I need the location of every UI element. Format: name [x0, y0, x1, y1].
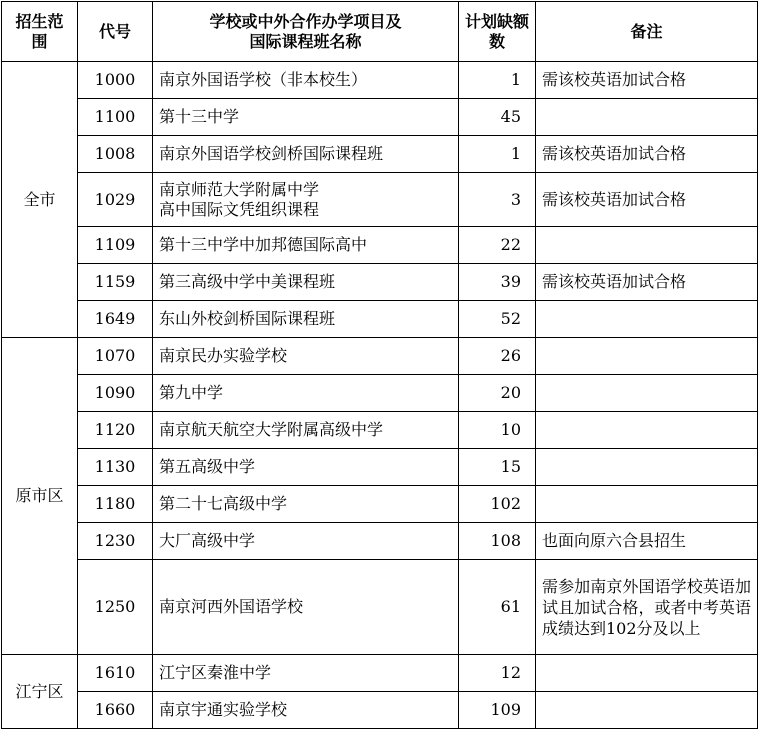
- table-row: [2, 301, 758, 338]
- code-cell: 1090: [78, 375, 153, 412]
- name-cell: 第三高级中学中美课程班: [153, 264, 459, 301]
- quota-cell: 45: [459, 99, 536, 136]
- note-cell: [536, 655, 758, 692]
- quota-cell: 10: [459, 412, 536, 449]
- range-cell-jiangning: 江宁区: [2, 655, 78, 729]
- note-cell: 需该校英语加试合格: [536, 264, 758, 301]
- quota-cell: 15: [459, 449, 536, 486]
- table-row: [2, 449, 758, 486]
- quota-cell: 108: [459, 523, 536, 560]
- note-cell: [536, 301, 758, 338]
- table-row: [2, 173, 758, 227]
- name-cell: 南京民办实验学校: [153, 338, 459, 375]
- table-row: [2, 375, 758, 412]
- name-cell: 第十三中学中加邦德国际高中: [153, 227, 459, 264]
- name-cell: 第五高级中学: [153, 449, 459, 486]
- name-line: 南京师范大学附属中学: [159, 179, 320, 199]
- quota-cell: 1: [459, 62, 536, 99]
- name-cell: 第二十七高级中学: [153, 486, 459, 523]
- note-cell: [536, 449, 758, 486]
- note-cell: 需该校英语加试合格: [536, 62, 758, 99]
- table-row: [2, 136, 758, 173]
- code-cell: 1100: [78, 99, 153, 136]
- header-code: 代号: [78, 2, 153, 62]
- table-row: [2, 99, 758, 136]
- header-quota: 计划缺额数: [459, 2, 536, 62]
- header-name: 学校或中外合作办学项目及国际课程班名称: [153, 2, 459, 62]
- name-cell: 东山外校剑桥国际课程班: [153, 301, 459, 338]
- note-cell: 需参加南京外国语学校英语加试且加试合格，或者中考英语成绩达到102分及以上: [536, 560, 758, 655]
- quota-cell: 12: [459, 655, 536, 692]
- note-cell: [536, 692, 758, 729]
- code-cell: 1610: [78, 655, 153, 692]
- note-cell: [536, 227, 758, 264]
- note-cell: [536, 338, 758, 375]
- table-row: [2, 264, 758, 301]
- note-cell: 也面向原六合县招生: [536, 523, 758, 560]
- code-cell: 1660: [78, 692, 153, 729]
- code-cell: 1159: [78, 264, 153, 301]
- quota-cell: 3: [459, 173, 536, 227]
- table-row: [2, 655, 758, 692]
- quota-cell: 39: [459, 264, 536, 301]
- name-cell: 南京航天航空大学附属高级中学: [153, 412, 459, 449]
- name-cell: 大厂高级中学: [153, 523, 459, 560]
- code-cell: 1029: [78, 173, 153, 227]
- note-cell: 需该校英语加试合格: [536, 173, 758, 227]
- table-row: [2, 692, 758, 729]
- table-row: [2, 560, 758, 655]
- table-row: [2, 227, 758, 264]
- note-cell: [536, 412, 758, 449]
- name-cell: [153, 173, 459, 227]
- code-cell: 1000: [78, 62, 153, 99]
- table-row: [2, 62, 758, 99]
- quota-cell: 109: [459, 692, 536, 729]
- code-cell: 1008: [78, 136, 153, 173]
- name-line: 高中国际文凭组织课程: [159, 199, 320, 219]
- name-cell: 第九中学: [153, 375, 459, 412]
- table-row: [2, 412, 758, 449]
- range-cell-citywide: 全市: [2, 62, 78, 338]
- code-cell: 1180: [78, 486, 153, 523]
- quota-cell: 1: [459, 136, 536, 173]
- header-range: 招生范围: [2, 2, 78, 62]
- note-cell: [536, 375, 758, 412]
- quota-cell: 20: [459, 375, 536, 412]
- code-cell: 1120: [78, 412, 153, 449]
- code-cell: 1130: [78, 449, 153, 486]
- name-cell: 南京河西外国语学校: [153, 560, 459, 655]
- code-cell: 1230: [78, 523, 153, 560]
- quota-cell: 102: [459, 486, 536, 523]
- name-cell: 南京宇通实验学校: [153, 692, 459, 729]
- code-cell: 1250: [78, 560, 153, 655]
- quota-cell: 22: [459, 227, 536, 264]
- code-cell: 1649: [78, 301, 153, 338]
- note-cell: [536, 99, 758, 136]
- range-cell-old-city: 原市区: [2, 338, 78, 655]
- quota-cell: 61: [459, 560, 536, 655]
- name-cell: 江宁区秦淮中学: [153, 655, 459, 692]
- admission-quota-table: [1, 1, 758, 729]
- table-row: [2, 338, 758, 375]
- quota-cell: 26: [459, 338, 536, 375]
- code-cell: 1070: [78, 338, 153, 375]
- name-cell: 南京外国语学校（非本校生）: [153, 62, 459, 99]
- note-cell: 需该校英语加试合格: [536, 136, 758, 173]
- header-row: [2, 2, 758, 62]
- name-cell: 第十三中学: [153, 99, 459, 136]
- table-row: [2, 523, 758, 560]
- header-note: 备注: [536, 2, 758, 62]
- code-cell: 1109: [78, 227, 153, 264]
- quota-cell: 52: [459, 301, 536, 338]
- table-row: [2, 486, 758, 523]
- note-cell: [536, 486, 758, 523]
- name-cell: 南京外国语学校剑桥国际课程班: [153, 136, 459, 173]
